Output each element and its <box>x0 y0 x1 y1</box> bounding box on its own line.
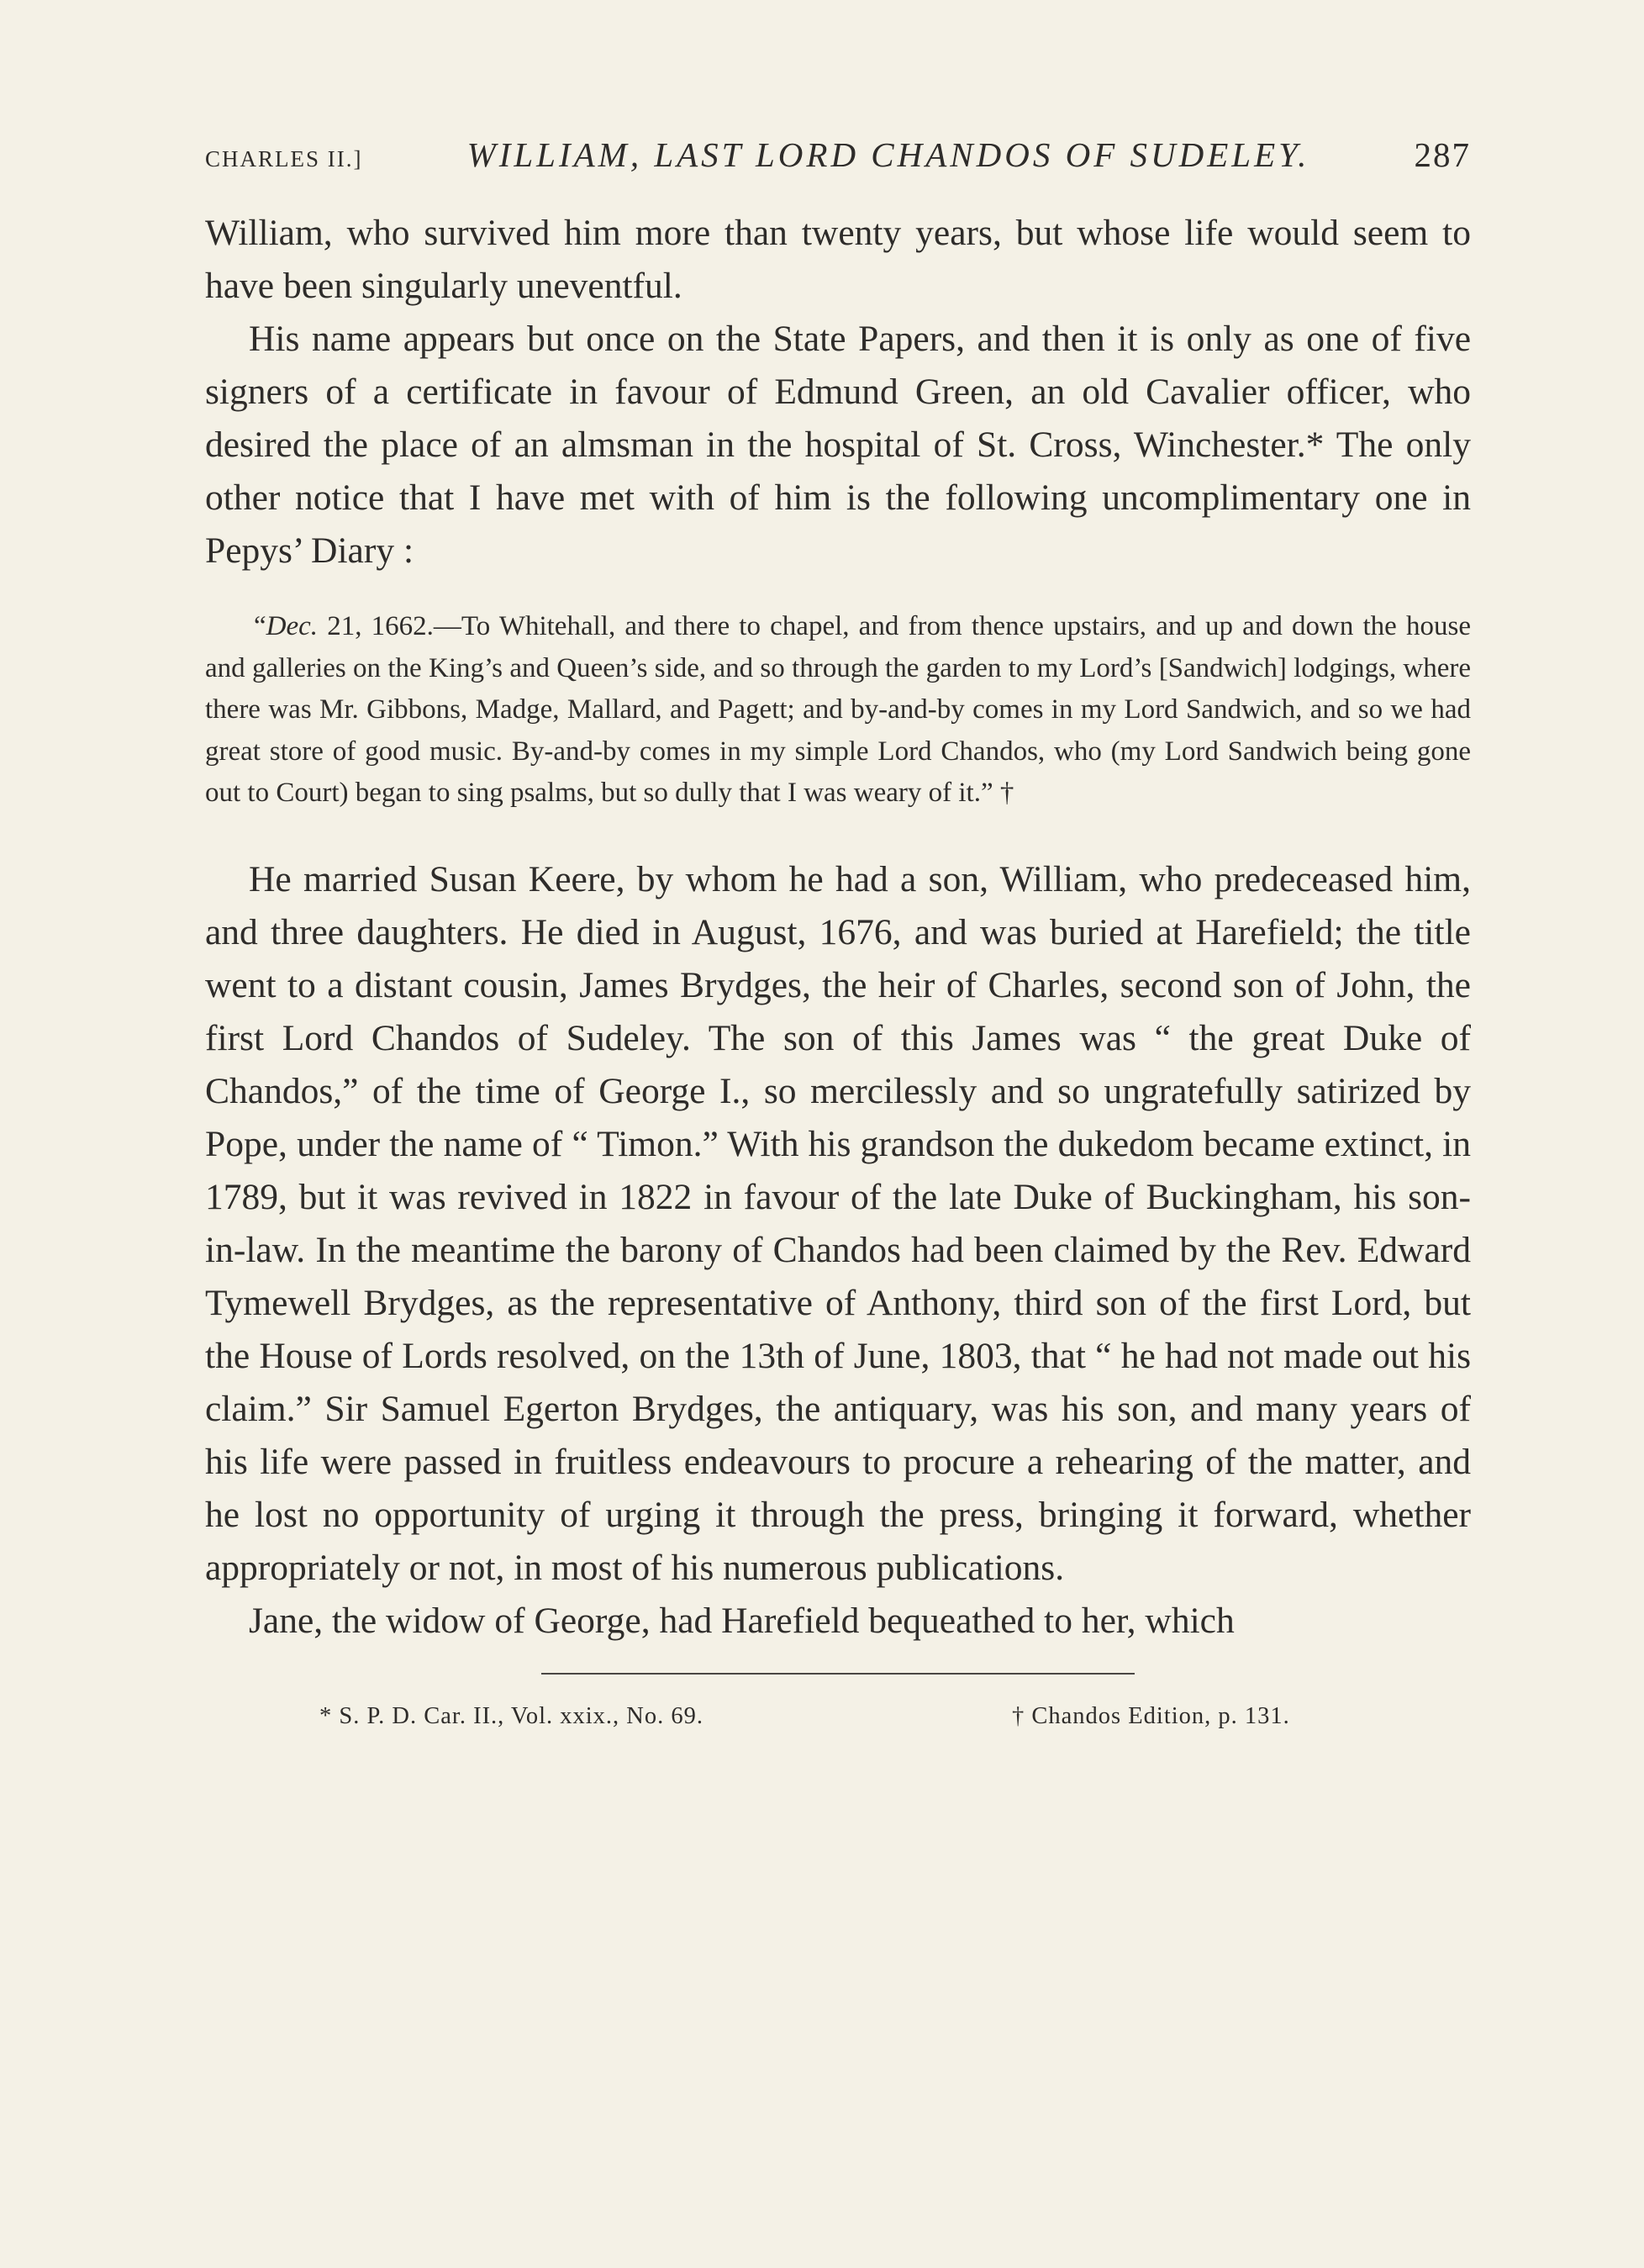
pepys-quote <box>205 606 1471 815</box>
quote-date: Dec. <box>266 611 319 641</box>
running-head-reign: CHARLES II.] <box>205 146 363 171</box>
paragraph-4: Jane, the widow of George, had Harefield bequeathed to her, which <box>249 1600 1235 1641</box>
book-page <box>205 134 1471 1754</box>
footnotes <box>205 1703 1471 1754</box>
paragraph-2: His name appears but once on the State Papers, and then it is only as one of five signers of a certificate in favour of Edmund Green, an old Cavalier officer, who desired the place of an almsman in the hospital of St. Cross, Winchester.* The only other notice that I have met with of him is the following uncomplimentary one in Pepys’ Diary : <box>205 319 1471 571</box>
running-head-title: WILLIAM, LAST LORD CHANDOS OF SUDELEY. <box>466 135 1310 174</box>
footnote-star: * S. P. D. Car. II., Vol. xxix., No. 69. <box>319 1702 703 1729</box>
running-head <box>205 134 1471 193</box>
quote-open-mark: “ <box>254 611 266 641</box>
quote-text: 21, 1662.—To Whitehall, and there to chapel, and from thence upstairs, and up and down the house and galleries on the King’s and Queen’s side, and so through the garden to my Lord’s [Sandwich] lodgings, where there was Mr. Gibbons, Madge, Mallard, and Pagett; and by-and-by comes in my Lord Sandwich, and so we had great store of good music. By-and-by comes in my simple Lord Chandos, who (my Lord Sandwich being gone out to Court) began to sing psalms, but so dully that I was weary of it.” † <box>205 611 1471 808</box>
paragraph-1: William, who survived him more than twenty years, but whose life would seem to have been singularly uneventful. <box>205 213 1471 306</box>
footnote-dagger: † Chandos Edition, p. 131. <box>1012 1702 1290 1729</box>
paragraph-3: He married Susan Keere, by whom he had a son, William, who predeceased him, and three daughters. He died in August, 1676, and was buried at Harefield; the title went to a distant cousin, James Brydges, the heir of Charles, second son of John, the first Lord Chandos of Sudeley. The son of this James was “ the great Duke of Chandos,” of the time of George I., so mercilessly and so ungratefully satirized by Pope, under the name of “ Timon.” With his grandson the dukedom became extinct, in 1789, but it was revived in 1822 in favour of the late Duke of Buckingham, his son-in-law. In the meantime the barony of Chandos had been claimed by the Rev. Edward Tymewell Brydges, as the representative of Anthony, third son of the first Lord, but the House of Lords resolved, on the 13th of June, 1803, that “ he had not made out his claim.” Sir Samuel Egerton Brydges, the antiquary, was his son, and many years of his life were passed in fruitless endeavours to procure a rehearing of the matter, and he lost no opportunity of urging it through the press, bringing it forward, whether appropriately or not, in most of his numerous publications. <box>205 858 1471 1588</box>
page-number: 287 <box>1414 135 1471 174</box>
footnote-rule <box>541 1673 1135 1675</box>
